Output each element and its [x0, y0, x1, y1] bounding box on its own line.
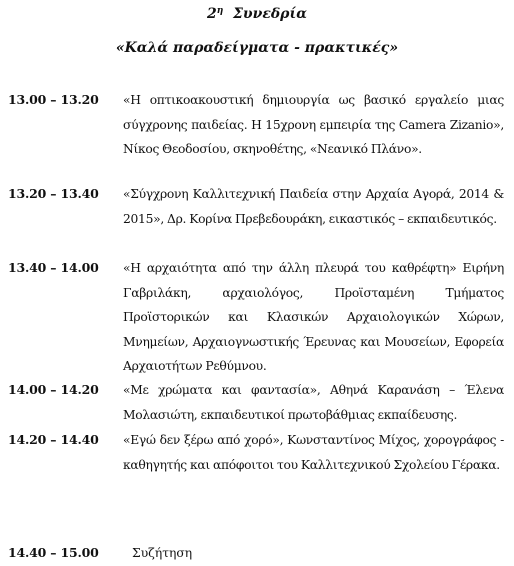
- entry-time: 13.00 – 13.20: [8, 92, 99, 107]
- entry-description: «Η οπτικοακουστική δημιουργία ως βασικό εργαλείο μιας σύγχρονης παιδείας. Η 15χρονη εμπειρία της Camera Zizanio», Νίκος Θεοδοσίου, σκηνοθέτης, «Νεανικό Πλάνο».: [123, 93, 504, 156]
- entry-description: «Με χρώματα και φαντασία», Αθηνά Καρανάση – Έλενα Μολασιώτη, εκπαιδευτικοί πρωτοβάθμιας εκπαίδευσης.: [123, 383, 504, 422]
- session-number: 2: [206, 6, 217, 22]
- session-heading: [0, 6, 514, 22]
- entry-description: «Εγώ δεν ξέρω από χορό», Κωνσταντίνος Μίχος, χορογράφος - καθηγητής και απόφοιτοι του Καλλιτεχνικού Σχολείου Γέρακα.: [123, 433, 504, 472]
- entry-time: 14.00 – 14.20: [8, 382, 99, 397]
- entry-time: 14.20 – 14.40: [8, 432, 99, 447]
- session-label: Συνεδρία: [233, 6, 308, 22]
- entry-time: 13.20 – 13.40: [8, 186, 99, 201]
- discussion-time: 14.40 – 15.00: [8, 545, 99, 560]
- session-subtitle: «Καλά παραδείγματα - πρακτικές»: [115, 40, 399, 56]
- discussion-label: Συζήτηση: [132, 546, 193, 560]
- entry-time: 13.40 – 14.00: [8, 260, 99, 275]
- entry-description: «Σύγχρονη Καλλιτεχνική Παιδεία στην Αρχαία Αγορά, 2014 & 2015», Δρ. Κορίνα Πρεβεδουράκη, εικαστικός – εκπαιδευτικός.: [123, 187, 504, 226]
- session-number-suffix: η: [216, 6, 224, 16]
- entry-description: «Η αρχαιότητα από την άλλη πλευρά του καθρέφτη» Ειρήνη Γαβριλάκη, αρχαιολόγος, Προϊσταμένη Τμήματος Προϊστορικών και Κλασικών Αρχαιολογικών Χώρων, Μνημείων, Αρχαιογνωστικής Έρευνας και Μουσείων, Εφορεία Αρχαιοτήτων Ρεθύμνου.: [123, 261, 504, 373]
